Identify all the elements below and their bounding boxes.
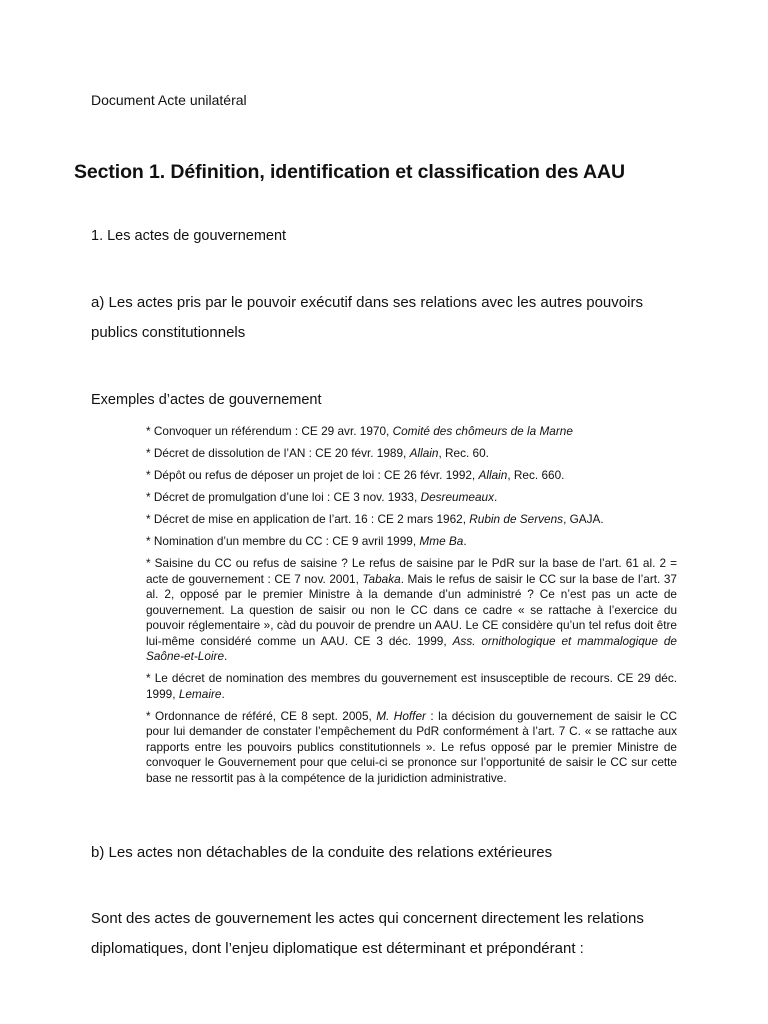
example-tail: : la décision du gouvernement de saisir le CC pour lui demander de constater l’empêchement du PdR conformément à l’art. 7 C. « se rattache aux rapports entre les pouvoirs publics constitutionnels ». Le refus opposé par le premier Ministre de convoquer le Gouvernement pour que celui-ci se prononce sur l’opportunité de saisir le CC sur cette base ne ressortit pas à la compétence de la juridiction administrative. — [146, 708, 677, 785]
examples-list — [146, 424, 677, 793]
example-tail-2: . — [224, 649, 228, 663]
case-reference: Mme Ba — [419, 534, 464, 548]
document-title: Document Acte unilatéral — [91, 92, 247, 108]
example-tail: . — [221, 686, 225, 701]
case-reference: Tabaka — [362, 571, 401, 586]
example-item — [146, 534, 677, 550]
example-tail: . Mais le refus de saisir le CC sur la base de l’art. 37 al. 2, opposé par le premier Ministre à la demande d’un administré ? Ce n’est pas un acte de gouvernement. La question de saisir ou non le CC dans ce cadre « se rattache à l’exercice du pouvoir réglementaire », càd du pouvoir de prendre un AAU. Le CE considère qu’un tel refus doit être lui-même considéré comme un AAU. CE 3 déc. 1999, — [146, 571, 677, 648]
example-item — [146, 512, 677, 528]
example-tail: , Rec. 60. — [438, 446, 489, 460]
example-item — [146, 468, 677, 484]
example-item — [146, 709, 677, 787]
case-reference: Desreumeaux — [420, 490, 494, 504]
paragraph-a: a) Les actes pris par le pouvoir exécutif dans ses relations avec les autres pouvoirs publics constitutionnels — [91, 294, 643, 341]
example-item — [146, 424, 677, 440]
subsection-heading: 1. Les actes de gouvernement — [91, 228, 287, 244]
example-text: * Nomination d’un membre du CC : CE 9 avril 1999, — [146, 534, 420, 548]
case-reference: M. Hoffer — [376, 708, 426, 723]
examples-title: Exemples d’actes de gouvernement — [91, 392, 322, 408]
example-item — [146, 671, 677, 702]
example-tail: . — [463, 534, 467, 548]
example-item — [146, 490, 677, 506]
example-tail: , GAJA. — [563, 512, 604, 526]
example-item — [146, 446, 677, 462]
case-reference-2: Ass. ornithologique et mammalogique de Saône-et-Loire — [146, 633, 677, 663]
example-tail: . — [494, 490, 498, 504]
section-heading: Section 1. Définition, identification et classification des AAU — [74, 161, 625, 183]
example-text: * Ordonnance de référé, CE 8 sept. 2005, — [146, 708, 377, 723]
case-reference: Lemaire — [178, 686, 222, 701]
example-text: * Décret de mise en application de l’art. 16 : CE 2 mars 1962, — [146, 512, 470, 526]
example-text: * Convoquer un référendum : CE 29 avr. 1970, — [146, 424, 393, 438]
example-item — [146, 556, 677, 665]
example-text: * Dépôt ou refus de déposer un projet de loi : CE 26 févr. 1992, — [146, 468, 479, 482]
paragraph-b: b) Les actes non détachables de la conduite des relations extérieures — [91, 844, 553, 861]
case-reference: Rubin de Servens — [469, 512, 564, 526]
example-tail: , Rec. 660. — [507, 468, 565, 482]
example-text: * Le décret de nomination des membres du gouvernement est insusceptible de recours. CE 29 déc. 1999, — [146, 671, 677, 701]
case-reference: Allain — [478, 468, 508, 482]
paragraph-c: Sont des actes de gouvernement les actes qui concernent directement les relations diplomatiques, dont l’enjeu diplomatique est déterminant et prépondérant : — [91, 910, 644, 957]
example-text: * Décret de promulgation d’une loi : CE 3 nov. 1933, — [146, 490, 421, 504]
example-text: * Décret de dissolution de l’AN : CE 20 févr. 1989, — [146, 446, 410, 460]
case-reference: Comité des chômeurs de la Marne — [392, 424, 573, 438]
example-text: * Saisine du CC ou refus de saisine ? Le refus de saisine par le PdR sur la base de l’art. 61 al. 2 = acte de gouvernement : CE 7 nov. 2001, — [146, 556, 677, 586]
case-reference: Allain — [409, 446, 439, 460]
